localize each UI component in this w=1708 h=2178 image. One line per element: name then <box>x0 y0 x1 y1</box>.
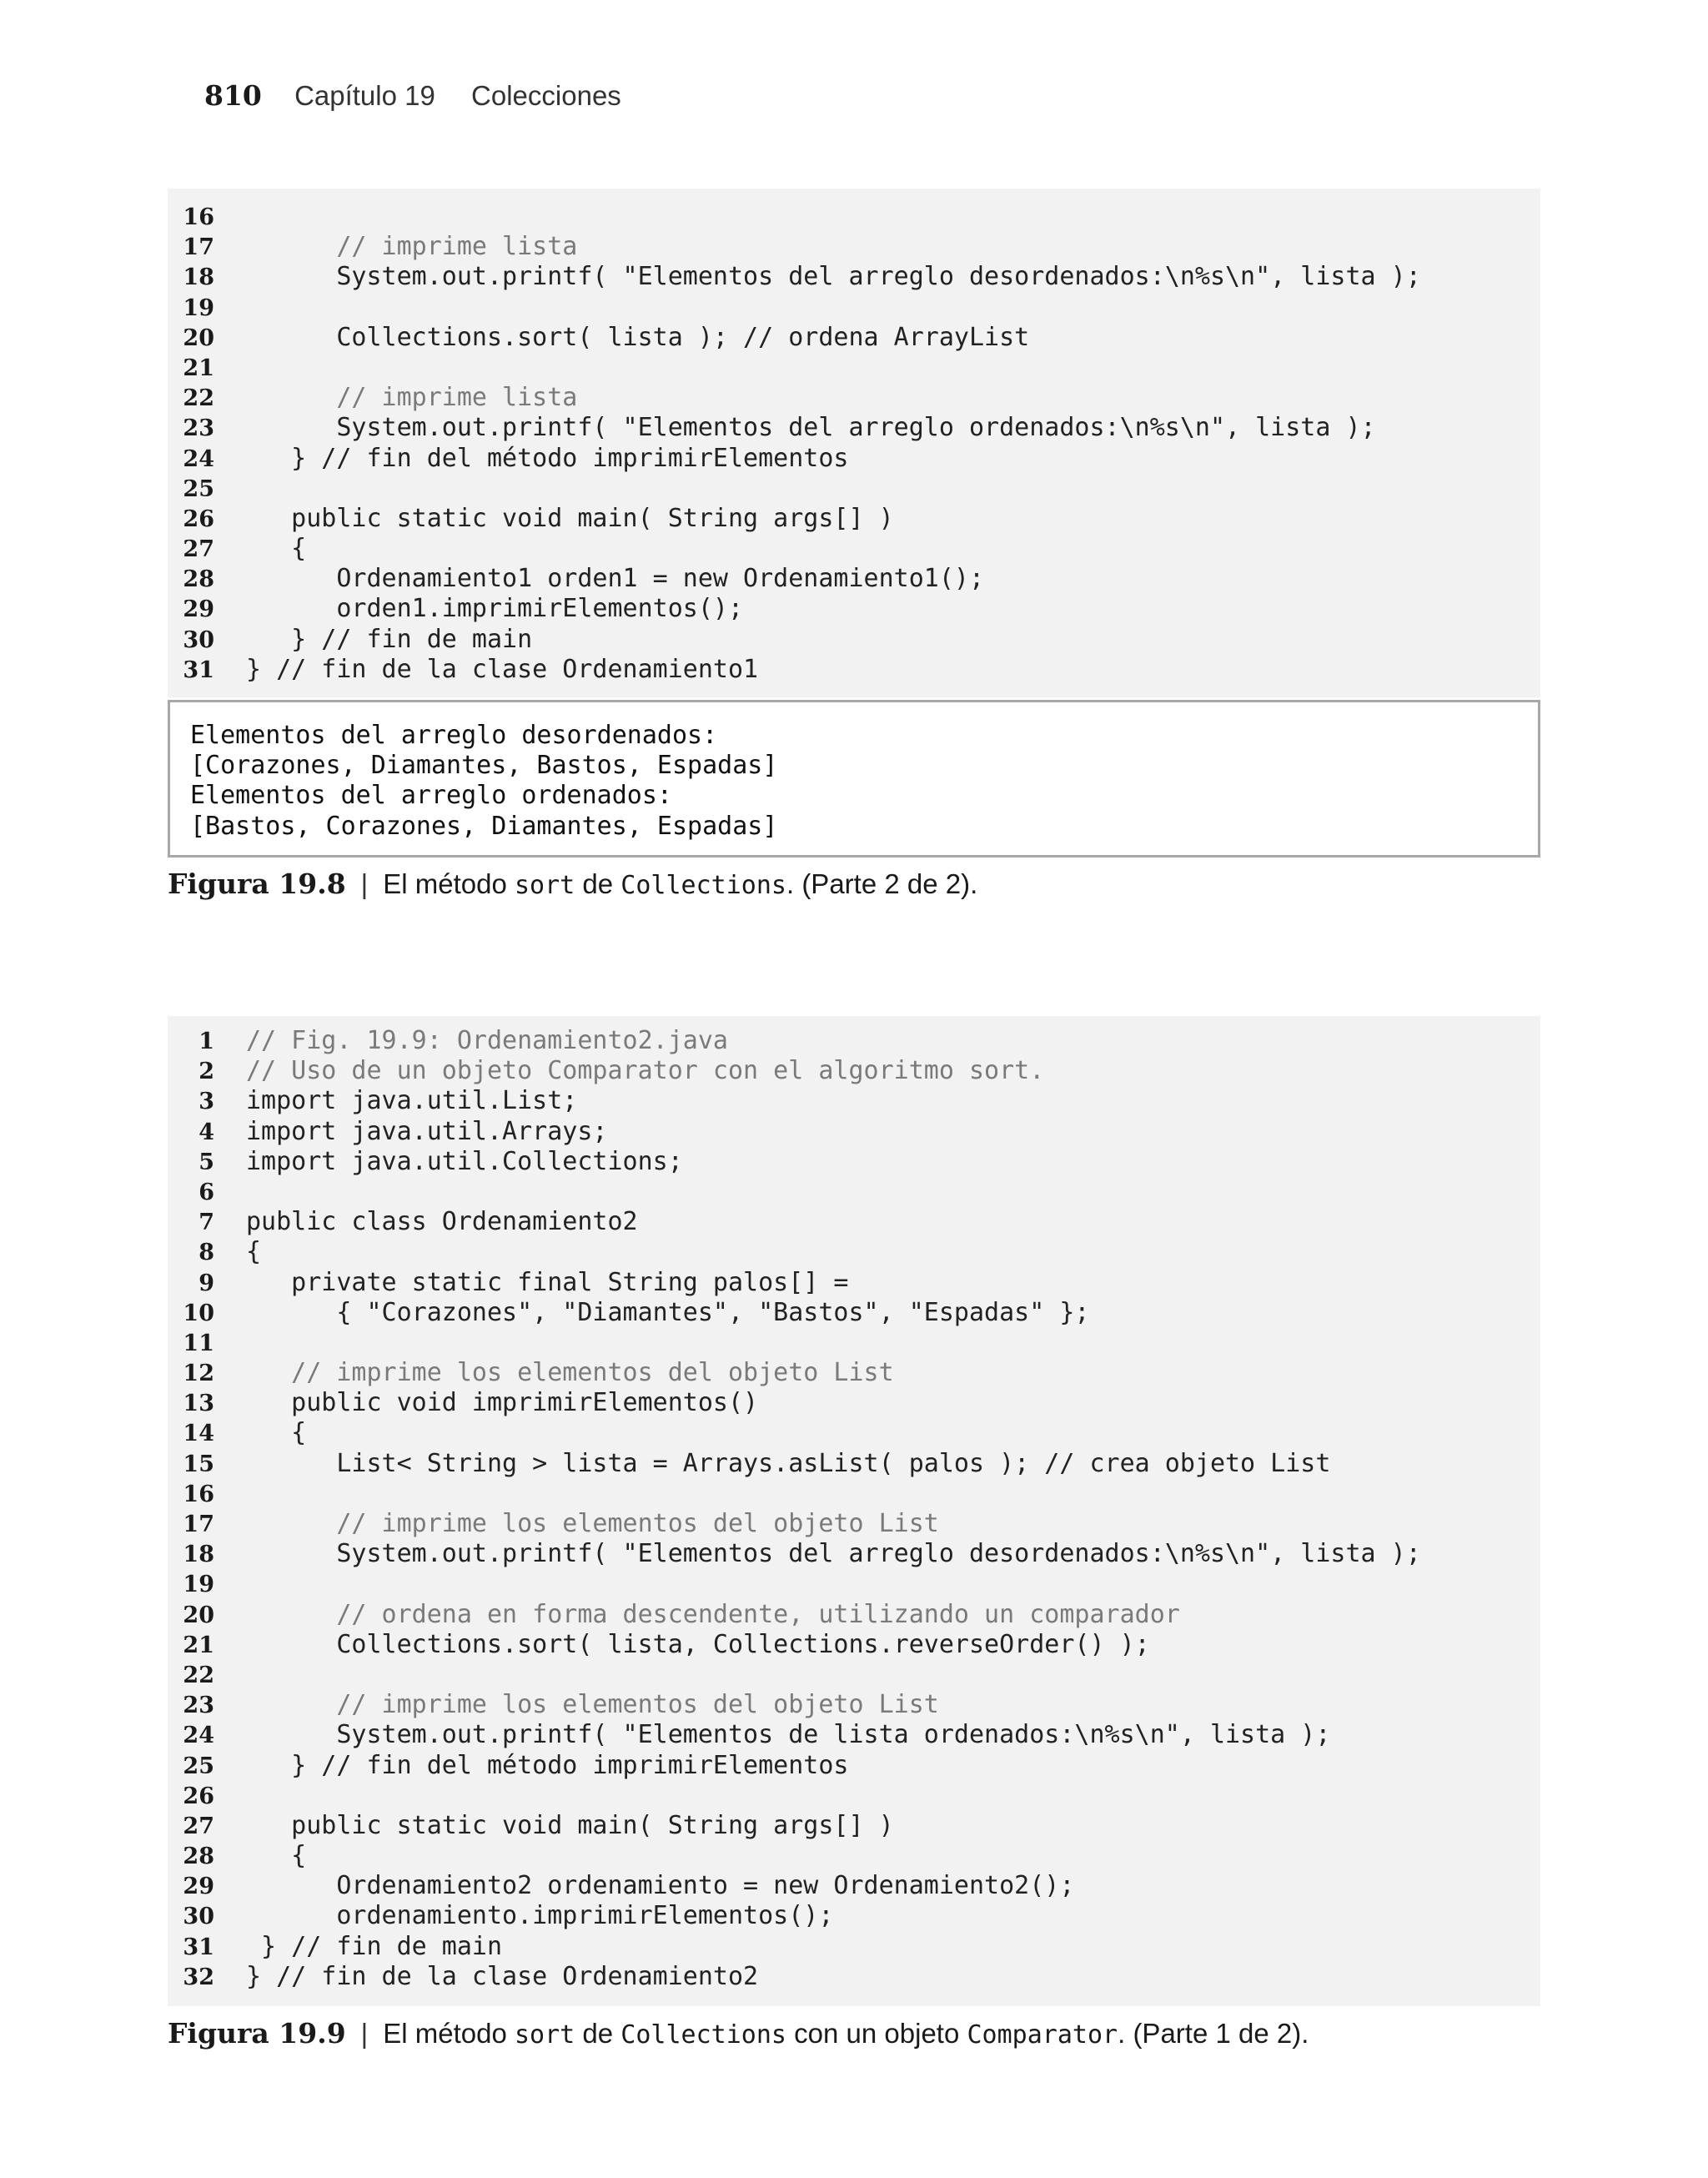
code-line <box>168 1086 1540 1116</box>
code-text: } // fin del método imprimirElementos <box>246 443 849 473</box>
line-number: 16 <box>183 204 214 230</box>
code-line <box>168 1237 1540 1267</box>
code-line <box>168 1690 1540 1720</box>
caption-code: Collections <box>620 2020 786 2050</box>
output-line: Elementos del arreglo desordenados: <box>190 721 718 750</box>
caption-text: . (Parte 1 de 2). <box>1118 2018 1309 2049</box>
code-text: public static void main( String args[] ) <box>246 503 894 533</box>
code-line <box>168 1660 1540 1690</box>
code-line <box>168 202 1540 232</box>
line-number: 7 <box>198 1210 214 1236</box>
code-listing-fig-19-8 <box>168 189 1540 697</box>
code-text: import java.util.List; <box>246 1086 578 1116</box>
code-line <box>168 1298 1540 1328</box>
code-line <box>168 1962 1540 1992</box>
code-line <box>168 1026 1540 1056</box>
caption-separator: | <box>360 868 369 899</box>
code-text: // imprime lista <box>246 232 578 262</box>
code-text: System.out.printf( "Elementos del arreglo ordenados:\n%s\n", lista ); <box>246 413 1376 443</box>
program-output <box>168 700 1540 858</box>
caption-text: El método <box>383 868 515 899</box>
code-line <box>168 262 1540 292</box>
code-line <box>168 564 1540 594</box>
code-line <box>168 232 1540 262</box>
code-line <box>168 1449 1540 1479</box>
code-text: // imprime los elementos del objeto List <box>246 1509 939 1538</box>
code-text: public class Ordenamiento2 <box>246 1207 638 1237</box>
code-text: System.out.printf( "Elementos de lista ordenados:\n%s\n", lista ); <box>246 1720 1331 1750</box>
code-text: private static final String palos[] = <box>246 1267 849 1297</box>
line-number: 1 <box>198 1029 214 1054</box>
code-text: { "Corazones", "Diamantes", "Bastos", "Espadas" }; <box>246 1297 1090 1327</box>
caption-text: con un objeto <box>786 2018 967 2049</box>
code-line <box>168 1871 1540 1901</box>
line-number: 15 <box>183 1451 214 1477</box>
code-text: // Fig. 19.9: Ordenamiento2.java <box>246 1026 728 1055</box>
code-text: // imprime los elementos del objeto List <box>246 1690 939 1720</box>
code-text: import java.util.Collections; <box>246 1146 683 1176</box>
code-line <box>168 504 1540 534</box>
output-line: [Bastos, Corazones, Diamantes, Espadas] <box>190 811 778 841</box>
code-line <box>168 1932 1540 1962</box>
code-line <box>168 1539 1540 1569</box>
line-number: 30 <box>183 626 214 653</box>
line-number: 5 <box>198 1149 214 1175</box>
code-text: import java.util.Arrays; <box>246 1116 608 1146</box>
line-number: 25 <box>183 475 214 502</box>
caption-text: . (Parte 2 de 2). <box>786 868 978 899</box>
code-line <box>168 1177 1540 1207</box>
code-line <box>168 1147 1540 1177</box>
code-text: List< String > lista = Arrays.asList( palos ); // crea objeto List <box>246 1448 1331 1478</box>
code-text: System.out.printf( "Elementos del arreglo desordenados:\n%s\n", lista ); <box>246 262 1421 292</box>
line-number: 22 <box>183 385 214 412</box>
line-number: 27 <box>183 536 214 563</box>
line-number: 17 <box>183 234 214 261</box>
line-number: 29 <box>183 596 214 623</box>
line-number: 14 <box>183 1421 214 1447</box>
line-number: 28 <box>183 566 214 593</box>
line-number: 24 <box>183 1723 214 1749</box>
figure-label: Figura 19.8 <box>168 868 346 900</box>
code-line <box>168 1207 1540 1237</box>
code-line <box>168 1328 1540 1358</box>
code-line <box>168 323 1540 353</box>
code-text: } // fin del método imprimirElementos <box>246 1750 849 1780</box>
line-number: 23 <box>183 1693 214 1719</box>
caption-text: de <box>575 2018 621 2049</box>
line-number: 10 <box>183 1300 214 1326</box>
line-number: 24 <box>183 445 214 472</box>
line-number: 21 <box>183 1632 214 1658</box>
line-number: 9 <box>198 1270 214 1296</box>
code-line <box>168 1811 1540 1841</box>
code-text: // ordena en forma descendente, utilizando un comparador <box>246 1599 1180 1629</box>
line-number: 23 <box>183 415 214 442</box>
line-number: 6 <box>198 1179 214 1205</box>
code-line <box>168 293 1540 323</box>
code-line <box>168 474 1540 504</box>
line-number: 20 <box>183 1602 214 1628</box>
code-line <box>168 353 1540 383</box>
line-number: 18 <box>183 264 214 291</box>
code-line <box>168 1509 1540 1539</box>
code-text: Collections.sort( lista ); // ordena ArrayList <box>246 322 1030 352</box>
line-number: 12 <box>183 1361 214 1387</box>
code-text: // imprime los elementos del objeto List <box>246 1358 894 1388</box>
code-line <box>168 1720 1540 1750</box>
line-number: 21 <box>183 355 214 381</box>
code-text: Collections.sort( lista, Collections.reverseOrder() ); <box>246 1629 1150 1659</box>
line-number: 17 <box>183 1512 214 1537</box>
code-line <box>168 1841 1540 1871</box>
line-number: 20 <box>183 324 214 351</box>
page-number: 810 <box>204 79 262 112</box>
line-number: 4 <box>198 1119 214 1145</box>
line-number: 30 <box>183 1904 214 1930</box>
caption-text: El método <box>383 2018 515 2049</box>
code-line <box>168 594 1540 624</box>
code-line <box>168 1479 1540 1509</box>
line-number: 25 <box>183 1753 214 1779</box>
line-number: 27 <box>183 1813 214 1839</box>
code-text: { <box>246 534 307 564</box>
line-number: 16 <box>183 1481 214 1507</box>
figure-caption-19-8 <box>168 868 977 900</box>
code-text: } // fin de la clase Ordenamiento1 <box>246 654 759 684</box>
code-text: } // fin de main <box>246 624 533 654</box>
line-number: 22 <box>183 1662 214 1688</box>
line-number: 8 <box>198 1240 214 1266</box>
code-text: orden1.imprimirElementos(); <box>246 594 744 624</box>
line-number: 18 <box>183 1542 214 1568</box>
line-number: 2 <box>198 1059 214 1085</box>
caption-code: sort <box>515 871 575 900</box>
code-line <box>168 1358 1540 1388</box>
caption-code: Collections <box>620 871 786 900</box>
code-text: // Uso de un objeto Comparator con el algoritmo sort. <box>246 1056 1045 1086</box>
code-line <box>168 1388 1540 1418</box>
running-head <box>204 79 621 112</box>
code-line <box>168 1901 1540 1931</box>
code-text: public void imprimirElementos() <box>246 1388 759 1418</box>
line-number: 13 <box>183 1391 214 1417</box>
code-text: // imprime lista <box>246 383 578 413</box>
line-number: 31 <box>183 1934 214 1960</box>
chapter-label: Capítulo 19 <box>294 80 435 111</box>
line-number: 26 <box>183 1783 214 1809</box>
code-line <box>168 1268 1540 1298</box>
code-line <box>168 444 1540 474</box>
code-text: Ordenamiento1 orden1 = new Ordenamiento1(); <box>246 564 985 594</box>
line-number: 11 <box>183 1330 214 1356</box>
caption-separator: | <box>360 2018 369 2049</box>
figure-label: Figura 19.9 <box>168 2017 346 2050</box>
line-number: 28 <box>183 1844 214 1870</box>
code-text: ordenamiento.imprimirElementos(); <box>246 1901 834 1931</box>
code-text: { <box>246 1841 307 1871</box>
code-listing-fig-19-9 <box>168 1016 1540 2006</box>
code-line <box>168 655 1540 685</box>
code-text: public static void main( String args[] ) <box>246 1810 894 1840</box>
code-line <box>168 1781 1540 1811</box>
code-text: } // fin de la clase Ordenamiento2 <box>246 1961 759 1991</box>
code-line <box>168 1418 1540 1448</box>
line-number: 31 <box>183 656 214 683</box>
line-number: 19 <box>183 1572 214 1598</box>
code-text: } // fin de main <box>246 1931 503 1961</box>
code-line <box>168 1600 1540 1630</box>
code-line <box>168 1056 1540 1086</box>
code-text: System.out.printf( "Elementos del arreglo desordenados:\n%s\n", lista ); <box>246 1539 1421 1569</box>
line-number: 32 <box>183 1964 214 1990</box>
code-line <box>168 534 1540 564</box>
section-title: Colecciones <box>471 80 621 111</box>
code-text: { <box>246 1418 307 1448</box>
line-number: 26 <box>183 506 214 532</box>
caption-code: Comparator <box>967 2020 1118 2050</box>
code-line <box>168 1630 1540 1660</box>
code-line <box>168 1751 1540 1781</box>
caption-text: de <box>575 868 621 899</box>
line-number: 19 <box>183 294 214 321</box>
code-line <box>168 413 1540 443</box>
code-text: { <box>246 1237 262 1267</box>
output-line: Elementos del arreglo ordenados: <box>190 781 672 811</box>
caption-code: sort <box>515 2020 575 2050</box>
code-line <box>168 1117 1540 1147</box>
line-number: 29 <box>183 1874 214 1900</box>
code-text: Ordenamiento2 ordenamiento = new Ordenamiento2(); <box>246 1871 1075 1901</box>
figure-caption-19-9 <box>168 2017 1309 2050</box>
code-line <box>168 1569 1540 1599</box>
output-line: [Corazones, Diamantes, Bastos, Espadas] <box>190 751 778 781</box>
code-line <box>168 383 1540 413</box>
code-line <box>168 625 1540 655</box>
line-number: 3 <box>198 1089 214 1115</box>
